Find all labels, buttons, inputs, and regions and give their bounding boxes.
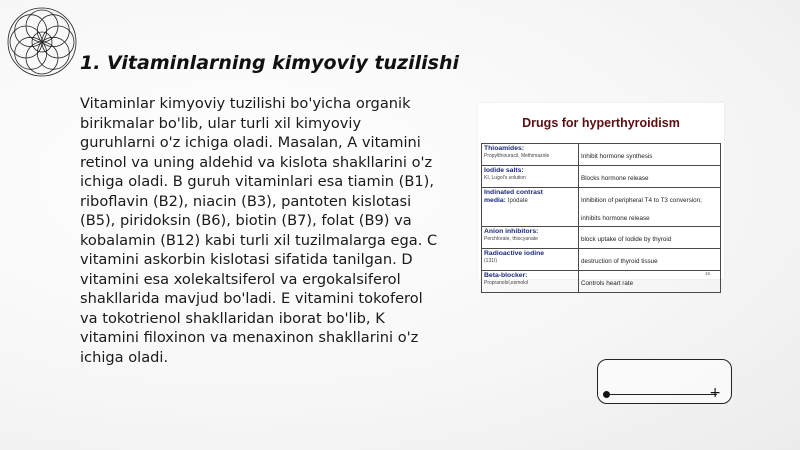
table-row <box>482 188 721 227</box>
table-row <box>482 227 721 249</box>
drug-class: Anion inhibitors: <box>484 228 539 235</box>
drugs-table-image <box>478 103 724 287</box>
table-row <box>482 144 721 166</box>
progress-handle[interactable] <box>603 391 610 398</box>
table-title: Drugs for hyperthyroidism <box>522 116 680 130</box>
drug-action: Controls heart rate <box>581 280 634 287</box>
drug-examples: KI, Lugol's solution <box>484 175 526 181</box>
drug-examples: Perchlorate, thiocyanate <box>484 236 538 242</box>
drug-class: Radioactive iodine <box>484 250 545 257</box>
table-row <box>482 249 721 271</box>
drugs-table <box>481 143 721 293</box>
geometric-flower-logo-icon <box>4 4 80 80</box>
plus-icon[interactable]: + <box>709 385 721 401</box>
progress-track[interactable] <box>608 394 717 395</box>
drug-action: destruction of thyroid tissue <box>581 258 658 265</box>
slide-body-text: Vitaminlar kimyoviy tuzilishi bo'yicha organik birikmalar bo'lib, ular turli xil kimyoviy guruhlarni o'z ichiga oladi. Masalan, A vitamini retinol va uning aldehid va kislota shakllarini o'z ichiga oladi. B guruh vitaminlari esa tiamin (B1), riboflavin (B2), niacin (B3), pantoten kislotasi (B5), piridoksin (B6), biotin (B7), folat (B9) va kobalamin (B12) kabi turli xil tuzilmalarga ega. C vitamini askorbin kislotasi sifatida tanilgan. D vitamini esa xolekaltsiferol va ergokalsiferol shakllarida mavjud bo'ladi. E vitamini tokoferol va tokotrienol shakllaridan iborat bo'lib, K vitamini filoxinon va menaxinon shakllarini o'z ichiga oladi. <box>80 95 438 366</box>
drug-action: block uptake of Iodide by thyroid <box>581 236 672 243</box>
table-row <box>482 166 721 188</box>
table-page-number: 16 <box>704 271 710 276</box>
drug-examples: Ipodate <box>507 198 528 204</box>
media-progress-widget[interactable] <box>597 359 732 404</box>
drug-class: Thioamides: <box>484 145 525 152</box>
drug-class: Beta-blocker: <box>484 272 528 279</box>
drug-examples: Propranolol,esmolol <box>484 280 529 286</box>
drug-examples: Propylthiouracil, Methimazole <box>484 153 550 159</box>
drug-action: Inhibit hormone synthesis <box>581 153 653 160</box>
drug-action: Blocks hormone release <box>581 175 649 182</box>
slide-title: 1. Vitaminlarning kimyoviy tuzilishi <box>80 52 459 74</box>
drug-examples: (131I) <box>484 258 498 264</box>
drug-class: Iodide salts: <box>484 167 524 174</box>
drug-action: Inhibition of peripheral T4 to T3 conversion; inhibits hormone release <box>581 197 702 222</box>
drug-class: Indinated contrast <box>484 189 543 196</box>
table-row <box>482 271 721 293</box>
drug-class-cont: media: <box>484 197 506 204</box>
